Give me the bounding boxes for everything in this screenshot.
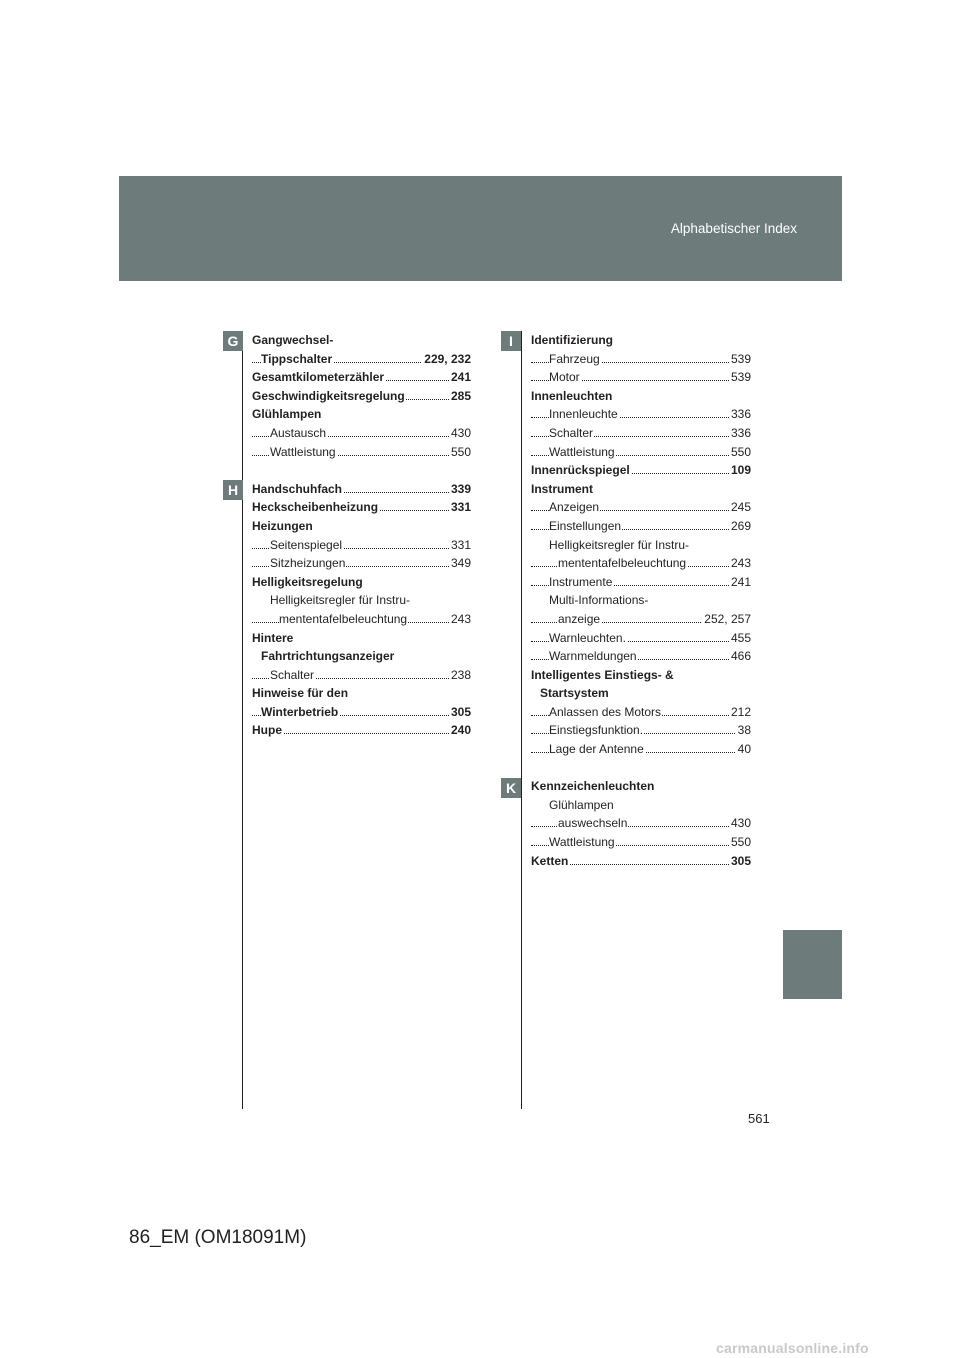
index-term: Innenleuchten — [531, 388, 613, 403]
index-page-ref: 241 — [449, 368, 471, 387]
index-entry — [531, 461, 751, 480]
index-entry — [531, 721, 751, 740]
index-term: Einstellungen — [549, 518, 622, 533]
index-term: Innenrückspiegel — [531, 463, 630, 478]
index-entry — [531, 629, 751, 648]
index-entry — [252, 536, 471, 555]
index-page-ref: 252, 257 — [702, 610, 751, 629]
index-entry — [252, 350, 471, 369]
index-entry — [252, 703, 471, 722]
index-entry — [252, 405, 471, 424]
index-term: Warnleuchten. — [549, 630, 626, 645]
index-entry — [531, 480, 751, 499]
index-entry — [531, 498, 751, 517]
index-entry — [531, 796, 751, 815]
document-code: 86_EM (OM18091M) — [129, 1227, 307, 1248]
index-entry — [252, 554, 471, 573]
index-term: mententafelbeleuchtung — [279, 611, 408, 626]
index-page-ref: 466 — [729, 647, 751, 666]
index-term: auswechseln — [558, 816, 628, 831]
index-entry — [531, 554, 751, 573]
index-entry — [252, 424, 471, 443]
index-page-ref: 455 — [729, 629, 751, 648]
index-page-ref: 336 — [729, 424, 751, 443]
dot-leader — [252, 733, 471, 734]
index-term: Hinweise für den — [252, 686, 349, 701]
index-term: Motor — [549, 370, 580, 385]
letter-marker-k: K — [501, 778, 521, 798]
index-term: Schalter — [549, 425, 594, 440]
index-term: Ketten — [531, 853, 569, 868]
index-term: Warnmeldungen — [549, 649, 637, 664]
index-entry — [252, 517, 471, 536]
index-page-ref: 550 — [449, 443, 471, 462]
index-term: Gesamtkilometerzähler — [252, 370, 385, 385]
index-entry — [252, 498, 471, 517]
index-entry — [252, 591, 471, 610]
chapter-title: Alphabetischer Index — [670, 221, 797, 236]
index-page-ref: 550 — [729, 443, 751, 462]
index-entry — [252, 480, 471, 499]
index-term: Anzeigen — [549, 500, 600, 515]
left-column-rule — [242, 331, 243, 1109]
index-term: Fahrzeug — [549, 351, 600, 366]
index-term: Helligkeitsregler für Instru- — [270, 593, 411, 608]
index-page-ref: 331 — [449, 536, 471, 555]
index-term: Wattleistung — [270, 444, 336, 459]
index-page-ref: 109 — [729, 461, 751, 480]
index-entry — [531, 703, 751, 722]
letter-marker-g: G — [223, 331, 243, 351]
index-term: Intelligentes Einstiegs- & — [531, 667, 674, 682]
index-term: Startsystem — [540, 686, 609, 701]
index-term: Winterbetrieb — [261, 704, 339, 719]
index-term: Wattleistung — [549, 444, 615, 459]
index-term: anzeige — [558, 611, 601, 626]
index-page-ref: 243 — [449, 610, 471, 629]
index-term: Instrumente — [549, 574, 613, 589]
index-page-ref: 539 — [729, 368, 751, 387]
index-term: Hintere — [252, 630, 294, 645]
right-column-rule — [521, 331, 522, 1109]
index-entry — [531, 350, 751, 369]
index-entry — [531, 443, 751, 462]
index-term: Anlassen des Motors — [549, 704, 662, 719]
index-entry — [531, 610, 751, 629]
index-term: Heckscheibenheizung — [252, 500, 379, 515]
index-entry — [531, 647, 751, 666]
index-page-ref: 238 — [449, 666, 471, 685]
index-term: Helligkeitsregler für Instru- — [549, 537, 690, 552]
index-entry — [252, 684, 471, 703]
index-term: Identifizierung — [531, 333, 613, 347]
index-entry — [531, 536, 751, 555]
letter-marker-i: I — [501, 331, 521, 351]
watermark: carmanualsonline.info — [716, 1340, 869, 1356]
index-page-ref: 430 — [449, 424, 471, 443]
index-entry — [531, 517, 751, 536]
index-entry — [252, 573, 471, 592]
index-page-ref: 38 — [736, 721, 751, 740]
index-page-ref: 331 — [449, 498, 471, 517]
index-page-ref: 245 — [729, 498, 751, 517]
index-term: Innenleuchte — [549, 407, 618, 422]
index-term: Multi-Informations- — [549, 593, 649, 608]
page-number: 561 — [748, 1111, 770, 1126]
index-term: Lage der Antenne — [549, 742, 644, 757]
index-entry — [531, 573, 751, 592]
index-entry — [252, 443, 471, 462]
index-term: Helligkeitsregelung — [252, 574, 363, 589]
index-spacer — [252, 461, 471, 480]
index-entry — [252, 647, 471, 666]
index-term: Heizungen — [252, 518, 313, 533]
index-term: Geschwindigkeitsregelung — [252, 388, 405, 403]
index-entry — [531, 591, 751, 610]
index-entry — [531, 405, 751, 424]
index-term: Sitzheizungen — [270, 556, 346, 571]
index-entry — [531, 740, 751, 759]
index-spacer — [531, 759, 751, 778]
index-term: Kennzeichenleuchten — [531, 779, 655, 794]
index-entry — [531, 666, 751, 685]
index-term: Tippschalter — [261, 351, 333, 366]
index-page-ref: 336 — [729, 405, 751, 424]
index-term: Seitenspiegel — [270, 537, 343, 552]
index-page-ref: 285 — [449, 387, 471, 406]
index-entry — [252, 610, 471, 629]
index-entry — [531, 833, 751, 852]
index-entry — [531, 424, 751, 443]
index-entry — [252, 721, 471, 740]
index-term: Instrument — [531, 481, 594, 496]
index-term: Handschuhfach — [252, 481, 343, 496]
index-page-ref: 40 — [736, 740, 751, 759]
chapter-header-band — [119, 176, 842, 281]
index-page-ref: 539 — [729, 350, 751, 369]
index-page-ref: 240 — [449, 721, 471, 740]
index-page-ref: 430 — [729, 814, 751, 833]
index-page-ref: 229, 232 — [422, 350, 471, 369]
index-term: Wattleistung — [549, 835, 615, 850]
index-page-ref: 243 — [729, 554, 751, 573]
index-page-ref: 349 — [449, 554, 471, 573]
index-page-ref: 305 — [729, 852, 751, 871]
index-page-ref: 241 — [729, 573, 751, 592]
index-term: Schalter — [270, 667, 315, 682]
chapter-thumb-tab — [783, 930, 842, 999]
index-entry — [252, 629, 471, 648]
index-entry — [252, 368, 471, 387]
index-entry — [252, 387, 471, 406]
letter-marker-h: H — [223, 480, 243, 500]
index-page-ref: 212 — [729, 703, 751, 722]
index-entry — [252, 331, 471, 350]
index-page-ref: 550 — [729, 833, 751, 852]
index-entry — [531, 777, 751, 796]
index-entry — [531, 331, 751, 350]
index-page-ref: 339 — [449, 480, 471, 499]
index-entry — [531, 814, 751, 833]
index-column-right — [531, 331, 751, 870]
index-term: Glühlampen — [549, 797, 614, 812]
index-entry — [531, 387, 751, 406]
index-term: Einstiegsfunktion. — [549, 723, 644, 738]
index-term: mententafelbeleuchtung — [558, 556, 687, 571]
index-entry — [531, 684, 751, 703]
index-page-ref: 305 — [449, 703, 471, 722]
index-term: Hupe — [252, 723, 282, 738]
index-term: Gangwechsel- — [252, 333, 334, 347]
index-term: Glühlampen — [252, 407, 322, 422]
index-column-left — [252, 331, 471, 740]
index-term: Austausch — [270, 425, 327, 440]
index-entry — [531, 852, 751, 871]
index-page-ref: 269 — [729, 517, 751, 536]
index-entry — [252, 666, 471, 685]
index-term: Fahrtrichtungsanzeiger — [261, 649, 395, 664]
index-entry — [531, 368, 751, 387]
